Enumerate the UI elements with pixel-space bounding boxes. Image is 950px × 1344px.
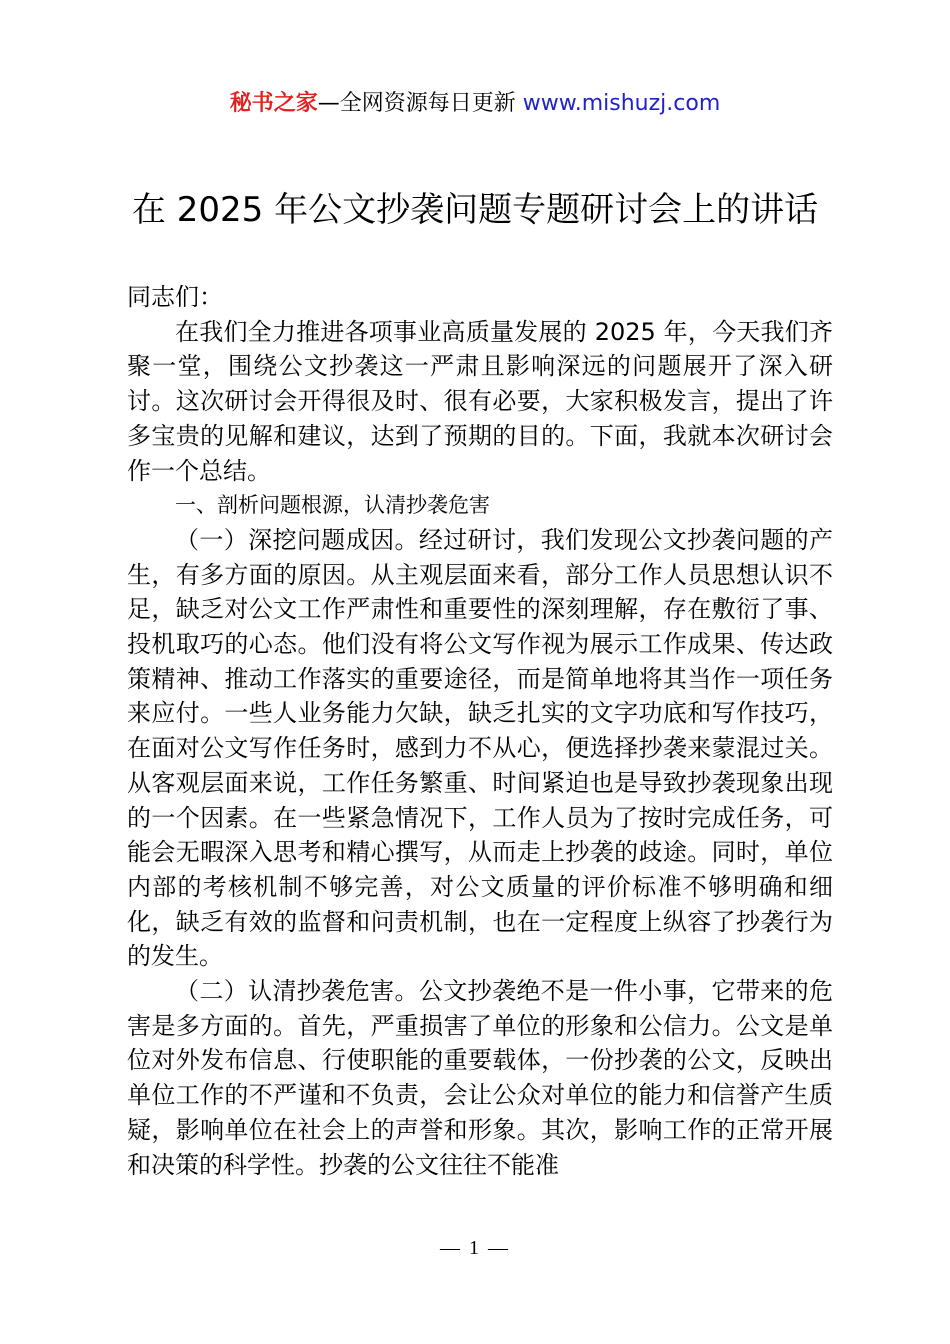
section-heading-1: 一、剖析问题根源，认清抄袭危害 [175,493,490,518]
paragraph-harms: （二）认清抄袭危害。公文抄袭绝不是一件小事，它带来的危害是多方面的。首先，严重损害了单位的形象和公信力。公文是单位对外发布信息、行使职能的重要载体，一份抄袭的公文，反映出单位工作的不严谨和不负责，会让公众对单位的能力和信誉产生质疑，影响单位在社会上的声誉和形象。其次，影响工作的正常开展和决策的科学性。抄袭的公文往往不能准 [127,977,833,1179]
document-body [127,280,833,1182]
paragraph-intro: 在我们全力推进各项事业高质量发展的 2025 年，今天我们齐聚一堂，围绕公文抄袭这一严肃且影响深远的问题展开了深入研讨。这次研讨会开得很及时、很有必要，大家积极发言，提出了许多宝贵的见解和建议，达到了预期的目的。下面，我就本次研讨会作一个总结。 [127,317,833,485]
site-url[interactable]: www.mishuzj.com [522,91,721,116]
site-brand: 秘书之家 [229,91,318,116]
greeting: 同志们： [127,283,223,311]
document-title: 在 2025 年公文抄袭问题专题研讨会上的讲话 [131,190,819,230]
site-tagline: —全网资源每日更新 [317,91,523,116]
paragraph-causes: （一）深挖问题成因。经过研讨，我们发现公文抄袭问题的产生，有多方面的原因。从主观层面来看，部分工作人员思想认识不足，缺乏对公文工作严肃性和重要性的深刻理解，存在敷衍了事、投机取巧的心态。他们没有将公文写作视为展示工作成果、传达政策精神、推动工作落实的重要途径，而是简单地将其当作一项任务来应付。一些人业务能力欠缺，缺乏扎实的文字功底和写作技巧，在面对公文写作任务时，感到力不从心，便选择抄袭来蒙混过关。从客观层面来说，工作任务繁重、时间紧迫也是导致抄袭现象出现的一个因素。在一些紧急情况下，工作人员为了按时完成任务，可能会无暇深入思考和精心撰写，从而走上抄袭的歧途。同时，单位内部的考核机制不够完善，对公文质量的评价标准不够明确和细化，缺乏有效的监督和问责机制，也在一定程度上纵容了抄袭行为的发生。 [127,525,833,971]
site-header [0,86,950,122]
page-number: — 1 — [440,1237,510,1259]
